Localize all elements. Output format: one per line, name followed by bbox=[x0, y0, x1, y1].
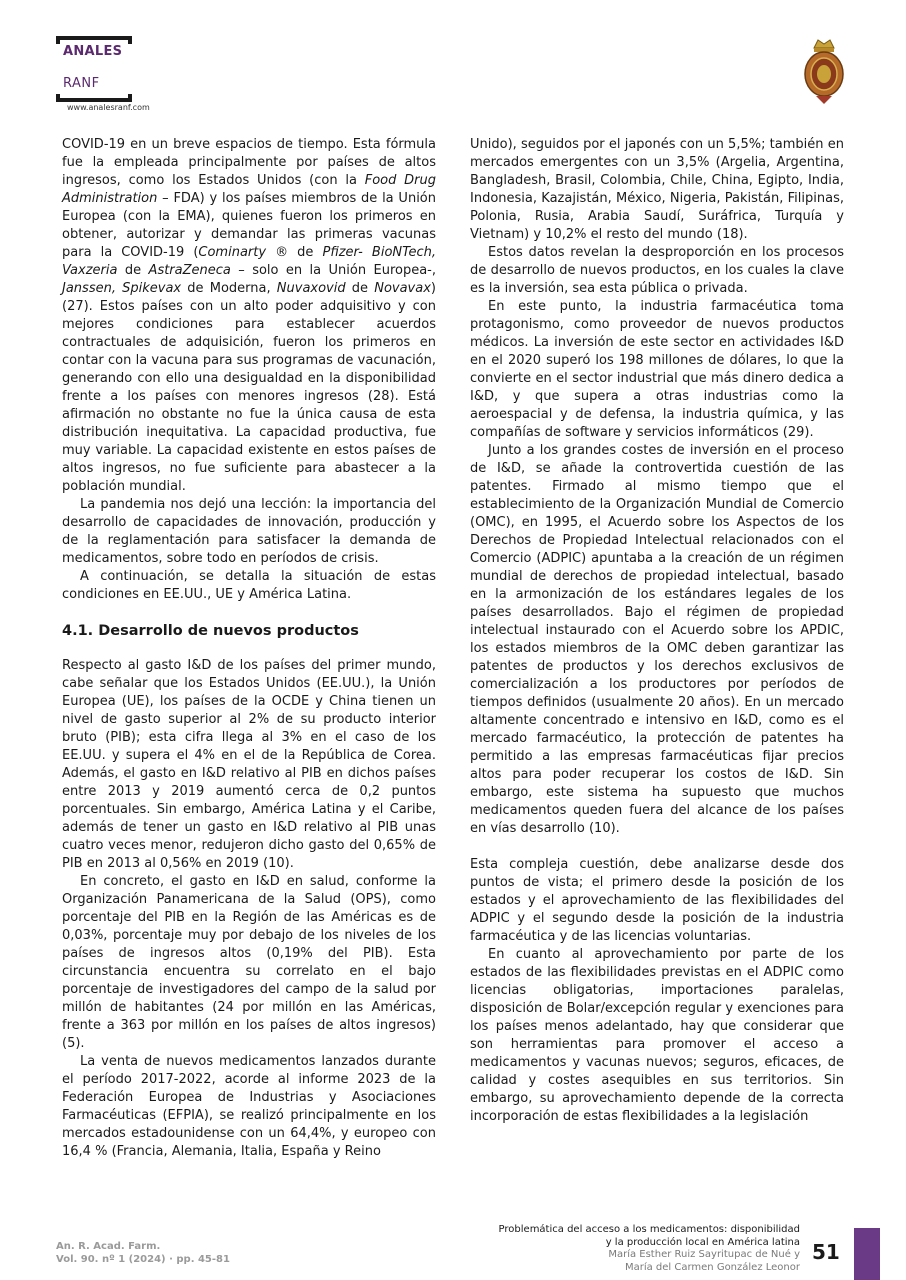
right-column bbox=[470, 136, 844, 1126]
paragraph: Respecto al gasto I&D de los países del primer mundo, cabe señalar que los Estados Unidos (EE.UU.), la Unión Europea (UE), los países de la OCDE y China tienen un nivel de gasto superior al 2% de su producto interior bruto (PIB); esta cifra llega al 3% en el caso de los EE.UU. y supera el 4% en el de la República de Corea. Además, el gasto en I&D relativo al PIB en dichos países entre 2013 y 2019 aumentó cerca de 0,2 puntos porcentuales. Sin embargo, América Latina y el Caribe, además de tener un gasto en I&D relativo al PIB unas cuatro veces menor, redujeron dicho gasto del 0,65% de PIB en 2013 al 0,56% en 2019 (10). bbox=[62, 658, 436, 871]
paragraph: La pandemia nos dejó una lección: la importancia del desarrollo de capacidades de innovación, producción y de la reglamentación para satisfacer la demanda de medicamentos, sobre todo en períodos de crisis. bbox=[62, 497, 436, 566]
paragraph: En este punto, la industria farmacéutica toma protagonismo, como proveedor de nuevos productos médicos. La inversión de este sector en actividades I&D en el 2020 superó los 198 millones de dólares, lo que la convierte en el sector industrial que más dinero dedica a I&D, y que supera a otras industrias como la aeroespacial y de defensa, la industria química, y las compañías de software y servicios informáticos (29). bbox=[470, 299, 844, 440]
article-authors-line2: María del Carmen González Leonor bbox=[624, 1261, 800, 1273]
journal-logo bbox=[56, 36, 176, 116]
page-number: 51 bbox=[812, 1240, 840, 1264]
article-title-line2: y la producción local en América latina bbox=[605, 1236, 800, 1248]
journal-volume: Vol. 90. nº 1 (2024) · pp. 45-81 bbox=[56, 1254, 230, 1265]
running-title bbox=[420, 1224, 800, 1274]
left-column bbox=[62, 136, 436, 1161]
article-title-line1: Problemática del acceso a los medicamentos: disponibilidad bbox=[498, 1224, 800, 1235]
journal-citation bbox=[56, 1240, 230, 1266]
logo-bracket-bottom bbox=[56, 94, 132, 102]
paragraph: Estos datos revelan la desproporción en los procesos de desarrollo de nuevos productos, en los cuales la clave es la inversión, sea esta pública o privada. bbox=[470, 245, 844, 296]
paragraph: COVID-19 en un breve espacios de tiempo. Esta fórmula fue la empleada principalmente por países de altos ingresos, como los Estados Unidos (con la Food Drug Administration – FDA) y los países miembros de la Unión Europea (con la EMA), quienes fueron los primeros en obtener, autorizar y demandar las primeras vacunas para la COVID-19 (Cominarty ® de Pfizer- BioNTech, Vaxzeria de AstraZeneca – solo en la Unión Europea-, Janssen, Spikevax de Moderna, Nuvaxovid de Novavax) (27). Estos países con un alto poder adquisitivo y con mejores condiciones para establecer acuerdos contractuales de adquisición, fueron los primeros en contar con la vacuna para sus programas de vacunación, generando con ello una desigualdad en la disponibilidad frente a los países con menores ingresos (28). Está afirmación no obstante no fue la única causa de esta distribución inequitativa. La capacidad productiva, fue muy variable. La capacidad existente en estos países de altos ingresos, no fue suficiente para abastecer a la población mundial. bbox=[62, 137, 437, 494]
paragraph: La venta de nuevos medicamentos lanzados durante el período 2017-2022, acorde al informe 2023 de la Federación Europea de Industrias y Asociaciones Farmacéuticas (EFPIA), se realizó principalmente en los mercados estadounidense con un 64,4%, y europeo con 16,4 % (Francia, Alemania, Italia, España y Reino bbox=[62, 1054, 436, 1159]
logo-url: www.analesranf.com bbox=[67, 103, 150, 112]
logo-text-anales: ANALES bbox=[63, 44, 123, 59]
paragraph: En concreto, el gasto en I&D en salud, conforme la Organización Panamericana de la Salud (OPS), como porcentaje del PIB en la Región de las Américas es de 0,03%, porcentaje muy por debajo de los niveles de los países de ingresos altos (0,19% del PIB). Esta circunstancia encuentra su correlato en el bajo porcentaje de investigadores del campo de la salud por millón de habitantes (24 por millón en las Américas, frente a 363 por millón en los países de altos ingresos) (5). bbox=[62, 874, 436, 1051]
section-heading: 4.1. Desarrollo de nuevos productos bbox=[62, 623, 359, 639]
paragraph: Unido), seguidos por el japonés con un 5,5%; también en mercados emergentes con un 3,5% (Argelia, Argentina, Bangladesh, Brasil, Colombia, Chile, China, Egipto, India, Indonesia, Kazajistán, México, Nigeria, Pakistán, Filipinas, Polonia, Rusia, Arabia Saudí, Suráfrica, Turquía y Vietnam) y 10,2% el resto del mundo (18). bbox=[470, 137, 844, 242]
article-authors-line1: María Esther Ruiz Sayritupac de Nué y bbox=[608, 1249, 800, 1260]
paragraph: Esta compleja cuestión, debe analizarse desde dos puntos de vista; el primero desde la posición de los estados y el aprovechamiento de las flexibilidades del ADPIC y el segundo desde la posición de la industria farmacéutica y de las licencias voluntarias. bbox=[470, 857, 844, 944]
page-accent-bar bbox=[854, 1228, 880, 1280]
paragraph: Junto a los grandes costes de inversión en el proceso de I&D, se añade la controvertida cuestión de las patentes. Firmado al mismo tiempo que el establecimiento de la Organización Mundial de Comercio (OMC), en 1995, el Acuerdo sobre los Aspectos de los Derechos de Propiedad Intelectual relacionados con el Comercio (ADPIC) apuntaba a la creación de un régimen mundial de derechos de propiedad intelectual, basado en la armonización de los estándares legales de los países desarrollados. Bajo el régimen de propiedad intelectual instaurado con el Acuerdo sobre los APDIC, los estados miembros de la OMC deben garantizar las patentes de productos y los derechos exclusivos de comercialización a los productores por períodos de tiempos definidos (usualmente 20 años). En un mercado altamente concentrado e intensivo en I&D, como es el mercado farmacéutico, la protección de patentes ha permitido a las empresas farmacéuticas fijar precios altos para poder recuperar los costos de I&D. Sin embargo, este sistema ha supuesto que muchos medicamentos queden fuera del alcance de los países en vías desarrollo (10). bbox=[470, 443, 844, 836]
academy-crest-icon bbox=[802, 34, 846, 106]
logo-bracket-top bbox=[56, 36, 132, 44]
journal-name: An. R. Acad. Farm. bbox=[56, 1241, 161, 1252]
paragraph: A continuación, se detalla la situación de estas condiciones en EE.UU., UE y América Latina. bbox=[62, 569, 436, 602]
paragraph: En cuanto al aprovechamiento por parte de los estados de las flexibilidades previstas en el ADPIC como licencias obligatorias, importaciones paralelas, disposición de Bolar/excepción regular y exenciones para los países menos adelantado, hay que considerar que son herramientas para promover el acceso a medicamentos y vacunas nuevos; seguros, eficaces, de calidad y costes asequibles en sus territorios. Sin embargo, su aprovechamiento depende de la correcta incorporación de estas flexibilidades a la legislación bbox=[470, 947, 844, 1124]
logo-text-ranf: RANF bbox=[63, 76, 100, 91]
